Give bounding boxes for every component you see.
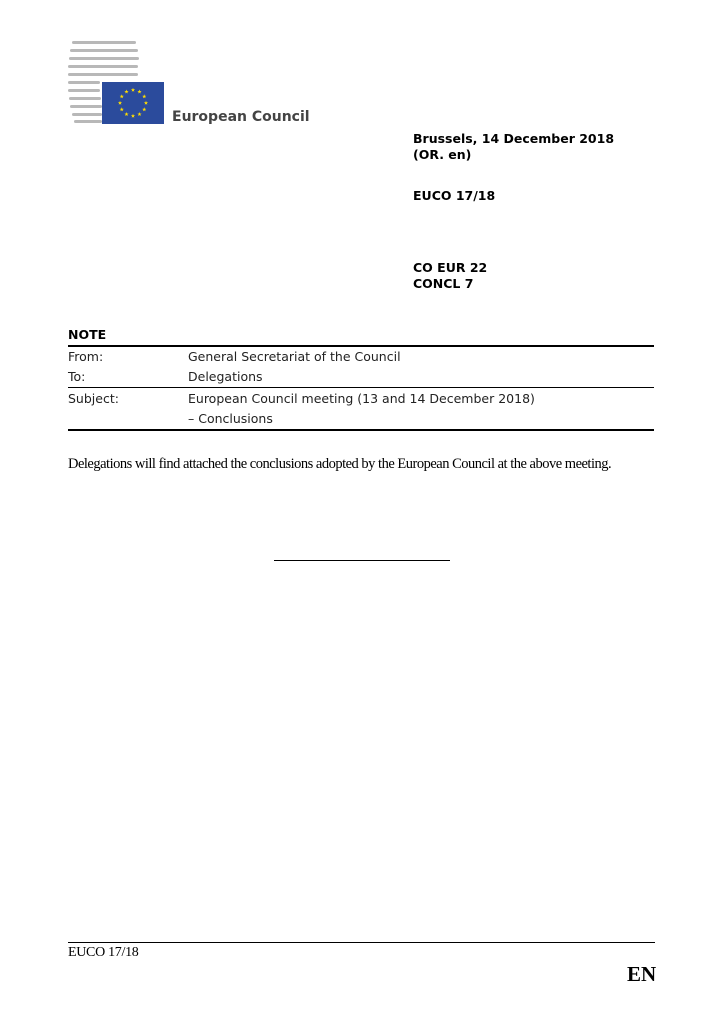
note-table [68, 345, 654, 431]
footer-language-code: EN [627, 962, 657, 986]
table-mid-rule [68, 387, 654, 388]
code-line: CONCL 7 [413, 276, 474, 291]
subject-row [68, 389, 654, 429]
original-language: (OR. en) [413, 147, 472, 162]
from-label: From: [68, 349, 104, 364]
from-row [68, 347, 654, 367]
european-council-logo [66, 40, 166, 126]
eu-flag-icon [102, 82, 164, 124]
document-codes [413, 260, 487, 292]
org-name: European Council [172, 109, 310, 125]
footer-doc-reference: EUCO 17/18 [68, 945, 139, 960]
subject-line: European Council meeting (13 and 14 December 2018) [188, 391, 535, 406]
subject-label: Subject: [68, 391, 119, 406]
to-value: Delegations [188, 369, 263, 384]
to-label: To: [68, 369, 86, 384]
code-line: CO EUR 22 [413, 260, 488, 275]
separator-line [274, 560, 450, 561]
subject-value [188, 389, 654, 429]
from-value: General Secretariat of the Council [188, 349, 401, 364]
subject-line: – Conclusions [188, 411, 273, 426]
to-row [68, 367, 654, 387]
document-reference: EUCO 17/18 [413, 188, 496, 203]
body-paragraph: Delegations will find attached the conclusions adopted by the European Council at the above meeting. [68, 456, 612, 472]
note-label: NOTE [68, 327, 107, 342]
footer-rule [68, 942, 655, 943]
table-bottom-rule [68, 429, 654, 431]
date-line: Brussels, 14 December 2018 [413, 131, 615, 146]
document-date-block [413, 131, 614, 163]
